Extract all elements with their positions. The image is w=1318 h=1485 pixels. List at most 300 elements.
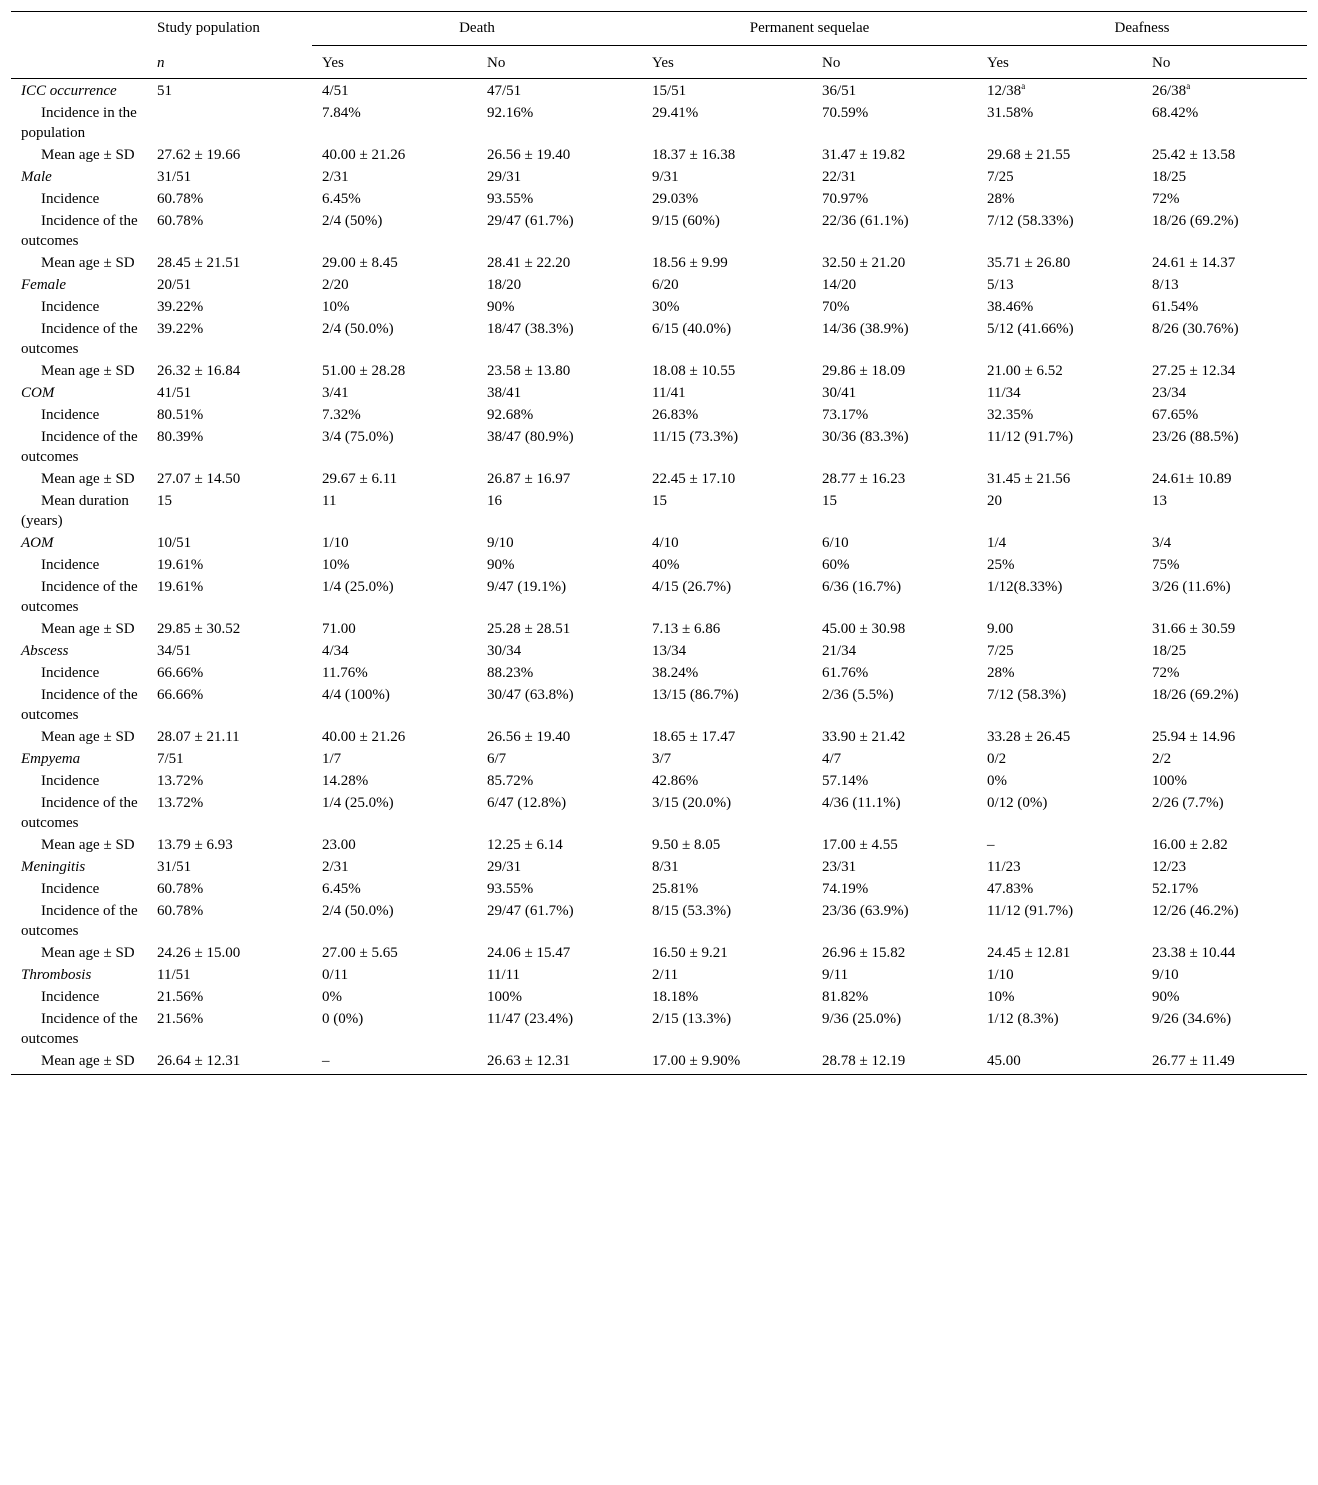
cell-sequelae-no — [812, 252, 977, 274]
cell-sequelae-no — [812, 532, 977, 554]
cell-death-no — [477, 856, 642, 878]
row-sub-label: Mean age ± SD — [41, 837, 135, 853]
cell-death-no — [477, 1008, 642, 1050]
cell-sequelae-yes — [642, 554, 812, 576]
cell-value: 15 — [157, 493, 172, 509]
cell-death-yes — [312, 318, 477, 360]
cell-sequelae-no — [812, 856, 977, 878]
cell-sequelae-yes — [642, 210, 812, 252]
cell-value: 61.54% — [1152, 299, 1199, 315]
cell-sequelae-no — [812, 726, 977, 748]
cell-value: 90% — [487, 557, 515, 573]
cell-value: 9/36 (25.0%) — [822, 1011, 902, 1027]
cell-study-population — [147, 640, 312, 662]
cell-value: 30/34 — [487, 643, 522, 659]
cell-death-yes — [312, 640, 477, 662]
table-row — [11, 900, 1307, 942]
cell-sequelae-yes — [642, 382, 812, 404]
cell-sequelae-no — [812, 640, 977, 662]
row-sub-label: Incidence in the population — [21, 105, 137, 141]
cell-value: 24.26 ± 15.00 — [157, 945, 241, 961]
row-sub-label: Incidence of the outcomes — [21, 429, 138, 465]
cell-value: 2/4 (50.0%) — [322, 321, 394, 337]
cell-sequelae-no — [812, 490, 977, 532]
cell-value: 25% — [987, 557, 1015, 573]
subheader-deafness-no: No — [1152, 55, 1171, 71]
cell-value: 0 (0%) — [322, 1011, 364, 1027]
cell-value: 31.66 ± 30.59 — [1152, 621, 1236, 637]
cell-study-population — [147, 144, 312, 166]
cell-sequelae-no — [812, 1050, 977, 1075]
subheader-deafness-yes: Yes — [987, 55, 1009, 71]
table-row — [11, 878, 1307, 900]
cell-sequelae-yes — [642, 166, 812, 188]
cell-deafness-yes — [977, 878, 1142, 900]
cell-value: 26.87 ± 16.97 — [487, 471, 571, 487]
cell-death-no — [477, 684, 642, 726]
cell-value: 27.07 ± 14.50 — [157, 471, 241, 487]
cell-death-yes — [312, 360, 477, 382]
cell-death-yes — [312, 296, 477, 318]
cell-deafness-no — [1142, 188, 1307, 210]
table-body — [11, 79, 1307, 1075]
cell-value: 30/41 — [822, 385, 857, 401]
cell-death-yes — [312, 942, 477, 964]
cell-value: 75% — [1152, 557, 1180, 573]
cell-value: 31/51 — [157, 169, 192, 185]
cell-value: 60.78% — [157, 903, 204, 919]
cell-value: 11/51 — [157, 967, 191, 983]
cell-study-population — [147, 382, 312, 404]
cell-value: 66.66% — [157, 665, 204, 681]
cell-value: 20 — [987, 493, 1003, 509]
cell-study-population — [147, 426, 312, 468]
cell-death-no — [477, 900, 642, 942]
cell-sequelae-no — [812, 618, 977, 640]
cell-sequelae-yes — [642, 252, 812, 274]
cell-death-yes — [312, 834, 477, 856]
table-row — [11, 79, 1307, 103]
table-row — [11, 318, 1307, 360]
cell-deafness-no — [1142, 490, 1307, 532]
cell-value: 11.76% — [322, 665, 368, 681]
cell-value: 51 — [157, 83, 172, 99]
row-category-label: Empyema — [21, 751, 81, 767]
table-row — [11, 554, 1307, 576]
row-sub-label: Mean age ± SD — [41, 729, 135, 745]
cell-sequelae-yes — [642, 792, 812, 834]
cell-death-yes — [312, 144, 477, 166]
row-sub-label: Mean age ± SD — [41, 1053, 135, 1069]
cell-death-no — [477, 468, 642, 490]
cell-death-yes — [312, 210, 477, 252]
cell-value: 28% — [987, 191, 1015, 207]
cell-death-no — [477, 576, 642, 618]
cell-death-yes — [312, 856, 477, 878]
cell-value: 80.39% — [157, 429, 204, 445]
cell-value: 18/26 (69.2%) — [1152, 213, 1239, 229]
cell-value: 13.79 ± 6.93 — [157, 837, 233, 853]
row-sub-label: Incidence of the outcomes — [21, 1011, 138, 1047]
cell-value: 29/47 (61.7%) — [487, 903, 574, 919]
cell-deafness-no — [1142, 986, 1307, 1008]
cell-study-population — [147, 318, 312, 360]
cell-value: 18.65 ± 17.47 — [652, 729, 736, 745]
cell-death-yes — [312, 532, 477, 554]
cell-study-population — [147, 1050, 312, 1075]
row-category-label: ICC occurrence — [21, 83, 117, 99]
cell-death-no — [477, 834, 642, 856]
cell-value: 29.67 ± 6.11 — [322, 471, 398, 487]
cell-value: 60.78% — [157, 881, 204, 897]
cell-value: 11/11 — [487, 967, 521, 983]
cell-value: 4/34 — [322, 643, 349, 659]
row-category-label: Meningitis — [21, 859, 86, 875]
cell-value: 29/31 — [487, 169, 522, 185]
cell-value: 17.00 ± 9.90% — [652, 1053, 741, 1069]
cell-sequelae-yes — [642, 576, 812, 618]
cell-value: 13.72% — [157, 773, 204, 789]
cell-value: 13/15 (86.7%) — [652, 687, 739, 703]
cell-value: 71.00 — [322, 621, 356, 637]
cell-value: 61.76% — [822, 665, 869, 681]
cell-value: 26/38 — [1152, 83, 1187, 99]
subheader-sequelae-no: No — [822, 55, 841, 71]
cell-sequelae-yes — [642, 964, 812, 986]
cell-value: 6/10 — [822, 535, 849, 551]
cell-value: 2/4 (50%) — [322, 213, 383, 229]
cell-value: 14/20 — [822, 277, 857, 293]
cell-value: 10/51 — [157, 535, 192, 551]
cell-value: 23/36 (63.9%) — [822, 903, 909, 919]
cell-value: 6.45% — [322, 881, 361, 897]
cell-death-yes — [312, 102, 477, 144]
cell-value: 14/36 (38.9%) — [822, 321, 909, 337]
cell-value: 32.35% — [987, 407, 1034, 423]
cell-deafness-yes — [977, 726, 1142, 748]
cell-death-no — [477, 1050, 642, 1075]
cell-study-population — [147, 726, 312, 748]
cell-deafness-no — [1142, 554, 1307, 576]
table-row — [11, 618, 1307, 640]
cell-value: 25.28 ± 28.51 — [487, 621, 571, 637]
cell-sequelae-yes — [642, 726, 812, 748]
cell-deafness-no — [1142, 834, 1307, 856]
cell-value: 2/31 — [322, 169, 349, 185]
cell-death-yes — [312, 878, 477, 900]
cell-deafness-yes — [977, 404, 1142, 426]
table-row — [11, 360, 1307, 382]
cell-deafness-no — [1142, 166, 1307, 188]
cell-value: 6/7 — [487, 751, 507, 767]
cell-study-population — [147, 1008, 312, 1050]
cell-deafness-no — [1142, 296, 1307, 318]
cell-study-population — [147, 662, 312, 684]
cell-death-yes — [312, 1050, 477, 1075]
cell-sequelae-no — [812, 792, 977, 834]
cell-value: 7/51 — [157, 751, 184, 767]
table-row — [11, 426, 1307, 468]
cell-death-yes — [312, 404, 477, 426]
cell-value: 15 — [822, 493, 838, 509]
cell-value: 3/26 (11.6%) — [1152, 579, 1231, 595]
cell-study-population — [147, 986, 312, 1008]
table-row — [11, 188, 1307, 210]
cell-death-yes — [312, 684, 477, 726]
row-sub-label: Incidence of the outcomes — [21, 579, 138, 615]
cell-death-yes — [312, 468, 477, 490]
cell-sequelae-no — [812, 1008, 977, 1050]
cell-value: 5/13 — [987, 277, 1014, 293]
cell-death-no — [477, 426, 642, 468]
cell-value: 39.22% — [157, 299, 204, 315]
cell-value: 10% — [322, 557, 350, 573]
cell-deafness-no — [1142, 662, 1307, 684]
table-row — [11, 166, 1307, 188]
cell-sequelae-yes — [642, 532, 812, 554]
cell-value: 30/47 (63.8%) — [487, 687, 574, 703]
cell-value: 18/20 — [487, 277, 522, 293]
cell-value: 11/34 — [987, 385, 1021, 401]
table-row — [11, 834, 1307, 856]
cell-value: 1/7 — [322, 751, 342, 767]
cell-deafness-yes — [977, 426, 1142, 468]
cell-value: 90% — [487, 299, 515, 315]
row-sub-label: Incidence — [41, 407, 100, 423]
cell-study-population — [147, 834, 312, 856]
cell-death-no — [477, 252, 642, 274]
cell-value: 3/41 — [322, 385, 349, 401]
cell-death-no — [477, 792, 642, 834]
cell-value: 28.41 ± 22.20 — [487, 255, 571, 271]
cell-death-no — [477, 726, 642, 748]
cell-value: 66.66% — [157, 687, 204, 703]
cell-study-population — [147, 964, 312, 986]
cell-value: 11/12 (91.7%) — [987, 429, 1074, 445]
cell-deafness-yes — [977, 144, 1142, 166]
subheader-n: n — [157, 54, 165, 71]
cell-deafness-yes — [977, 792, 1142, 834]
cell-death-no — [477, 618, 642, 640]
cell-value: 26.63 ± 12.31 — [487, 1053, 571, 1069]
row-category-label: AOM — [21, 535, 54, 551]
footnote-marker: a — [1186, 81, 1191, 91]
cell-value: 8/31 — [652, 859, 679, 875]
cell-value: 1/12 (8.3%) — [987, 1011, 1059, 1027]
cell-deafness-yes — [977, 856, 1142, 878]
table-row — [11, 964, 1307, 986]
cell-death-no — [477, 188, 642, 210]
cell-death-no — [477, 360, 642, 382]
cell-value: 4/4 (100%) — [322, 687, 390, 703]
cell-value: 40.00 ± 21.26 — [322, 729, 406, 745]
cell-value: 4/7 — [822, 751, 842, 767]
footnote-marker: a — [1021, 81, 1026, 91]
cell-value: 93.55% — [487, 191, 534, 207]
cell-value: 25.94 ± 14.96 — [1152, 729, 1236, 745]
cell-sequelae-no — [812, 942, 977, 964]
cell-value: 0% — [987, 773, 1008, 789]
row-sub-label: Incidence — [41, 665, 100, 681]
cell-study-population — [147, 748, 312, 770]
cell-deafness-no — [1142, 404, 1307, 426]
cell-value: 57.14% — [822, 773, 869, 789]
cell-sequelae-no — [812, 79, 977, 103]
cell-value: 1/12(8.33%) — [987, 579, 1063, 595]
cell-value: 45.00 ± 30.98 — [822, 621, 906, 637]
cell-value: 4/36 (11.1%) — [822, 795, 901, 811]
cell-value: 72% — [1152, 191, 1180, 207]
cell-value: 20/51 — [157, 277, 192, 293]
cell-value: 29/31 — [487, 859, 522, 875]
cell-study-population — [147, 900, 312, 942]
cell-death-yes — [312, 79, 477, 103]
cell-value: 22/36 (61.1%) — [822, 213, 909, 229]
cell-value: 0/12 (0%) — [987, 795, 1048, 811]
cell-value: 28.77 ± 16.23 — [822, 471, 906, 487]
cell-death-yes — [312, 252, 477, 274]
cell-sequelae-yes — [642, 1050, 812, 1075]
cell-death-yes — [312, 554, 477, 576]
cell-value: 7.84% — [322, 105, 361, 121]
table-row — [11, 404, 1307, 426]
cell-deafness-no — [1142, 532, 1307, 554]
cell-deafness-no — [1142, 618, 1307, 640]
cell-value: 26.77 ± 11.49 — [1152, 1053, 1235, 1069]
row-sub-label: Mean duration (years) — [21, 493, 129, 529]
cell-study-population — [147, 166, 312, 188]
cell-study-population — [147, 554, 312, 576]
cell-value: 15/51 — [652, 83, 687, 99]
cell-sequelae-no — [812, 102, 977, 144]
cell-deafness-yes — [977, 252, 1142, 274]
header-row-groups — [11, 12, 1307, 46]
cell-death-yes — [312, 662, 477, 684]
cell-deafness-yes — [977, 684, 1142, 726]
table-row — [11, 252, 1307, 274]
cell-value: 9/26 (34.6%) — [1152, 1011, 1232, 1027]
table-row — [11, 684, 1307, 726]
cell-sequelae-no — [812, 360, 977, 382]
row-sub-label: Incidence of the outcomes — [21, 213, 138, 249]
table-row — [11, 532, 1307, 554]
cell-value: 2/20 — [322, 277, 349, 293]
cell-value: 38/47 (80.9%) — [487, 429, 574, 445]
cell-value: 5/12 (41.66%) — [987, 321, 1074, 337]
table-row — [11, 942, 1307, 964]
cell-value: 41/51 — [157, 385, 192, 401]
cell-deafness-yes — [977, 576, 1142, 618]
cell-deafness-yes — [977, 296, 1142, 318]
cell-value: – — [322, 1053, 330, 1069]
cell-value: 22/31 — [822, 169, 857, 185]
cell-study-population — [147, 360, 312, 382]
cell-sequelae-yes — [642, 856, 812, 878]
cell-sequelae-yes — [642, 490, 812, 532]
cell-value: 16 — [487, 493, 502, 509]
cell-deafness-yes — [977, 618, 1142, 640]
cell-value: 2/36 (5.5%) — [822, 687, 894, 703]
table-row — [11, 382, 1307, 404]
cell-study-population — [147, 942, 312, 964]
cell-deafness-no — [1142, 318, 1307, 360]
cell-study-population — [147, 770, 312, 792]
cell-value: 23.38 ± 10.44 — [1152, 945, 1236, 961]
cell-deafness-yes — [977, 318, 1142, 360]
cell-study-population — [147, 532, 312, 554]
row-category-label: Abscess — [21, 643, 69, 659]
cell-sequelae-no — [812, 468, 977, 490]
cell-value: 33.28 ± 26.45 — [987, 729, 1071, 745]
cell-value: 18.18% — [652, 989, 699, 1005]
cell-value: 7/12 (58.3%) — [987, 687, 1067, 703]
cell-value: 2/11 — [652, 967, 679, 983]
cell-value: 28.78 ± 12.19 — [822, 1053, 906, 1069]
cell-value: 29.00 ± 8.45 — [322, 255, 398, 271]
table-row — [11, 144, 1307, 166]
cell-value: 27.25 ± 12.34 — [1152, 363, 1236, 379]
cell-value: 18/26 (69.2%) — [1152, 687, 1239, 703]
cell-death-yes — [312, 964, 477, 986]
cell-sequelae-yes — [642, 468, 812, 490]
cell-value: 7/25 — [987, 643, 1014, 659]
cell-death-yes — [312, 382, 477, 404]
cell-death-no — [477, 274, 642, 296]
cell-value: 70.97% — [822, 191, 869, 207]
table-row — [11, 662, 1307, 684]
cell-death-no — [477, 79, 642, 103]
cell-death-no — [477, 986, 642, 1008]
cell-value: 0% — [322, 989, 342, 1005]
cell-sequelae-yes — [642, 684, 812, 726]
cell-deafness-yes — [977, 166, 1142, 188]
cell-sequelae-yes — [642, 1008, 812, 1050]
cell-death-no — [477, 144, 642, 166]
cell-value: 9/15 (60%) — [652, 213, 720, 229]
row-sub-label: Incidence — [41, 299, 100, 315]
cell-value: 7/25 — [987, 169, 1014, 185]
row-category-label: Male — [21, 169, 52, 185]
cell-value: 8/15 (53.3%) — [652, 903, 732, 919]
cell-value: 24.06 ± 15.47 — [487, 945, 571, 961]
row-sub-label: Incidence of the outcomes — [21, 321, 138, 357]
cell-deafness-yes — [977, 532, 1142, 554]
cell-value: 23.58 ± 13.80 — [487, 363, 571, 379]
cell-value: 9/47 (19.1%) — [487, 579, 567, 595]
cell-value: 60% — [822, 557, 850, 573]
cell-value: 21.00 ± 6.52 — [987, 363, 1063, 379]
cell-deafness-no — [1142, 964, 1307, 986]
cell-deafness-no — [1142, 274, 1307, 296]
cell-sequelae-yes — [642, 144, 812, 166]
cell-deafness-no — [1142, 792, 1307, 834]
table-row — [11, 102, 1307, 144]
row-sub-label: Incidence of the outcomes — [21, 687, 138, 723]
cell-value: 6/36 (16.7%) — [822, 579, 902, 595]
cell-value: 60.78% — [157, 191, 204, 207]
row-sub-label: Incidence — [41, 557, 100, 573]
row-sub-label: Incidence — [41, 989, 100, 1005]
cell-value: 26.56 ± 19.40 — [487, 147, 571, 163]
cell-value: 93.55% — [487, 881, 534, 897]
cell-value: 21/34 — [822, 643, 857, 659]
cell-death-yes — [312, 900, 477, 942]
cell-value: 13.72% — [157, 795, 204, 811]
cell-sequelae-yes — [642, 360, 812, 382]
cell-value: 92.68% — [487, 407, 534, 423]
subheader-death-no: No — [487, 55, 506, 71]
table-row — [11, 274, 1307, 296]
